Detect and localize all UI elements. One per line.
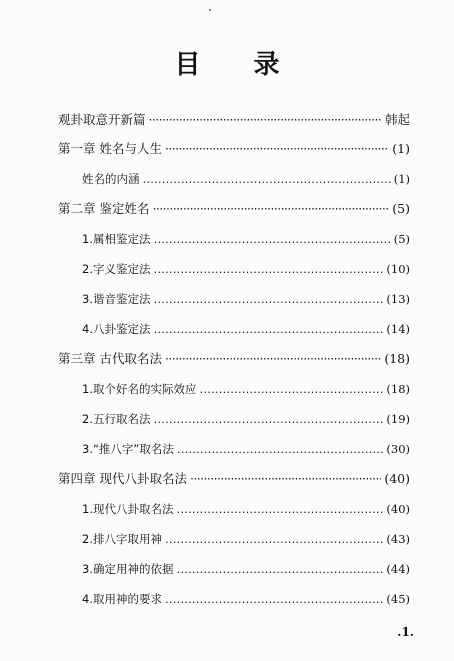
toc-section-entry[interactable] xyxy=(58,524,410,554)
toc-entry-page-number: (30) xyxy=(386,442,410,456)
toc-entry-page-number: (18) xyxy=(386,382,410,396)
dot-leader xyxy=(153,224,390,254)
toc-entry-page-number: (44) xyxy=(386,562,410,576)
dot-leader xyxy=(165,584,383,614)
dot-leader xyxy=(176,494,383,524)
dot-leader xyxy=(176,554,383,584)
toc-entry-author: 韩起 xyxy=(384,112,410,127)
toc-entry-label: 1.取个好名的实际效应 xyxy=(82,382,197,396)
toc-entry-label: 4.取用神的要求 xyxy=(82,592,162,606)
toc-chapter-entry[interactable] xyxy=(58,344,410,374)
toc-entry-page-number: (5) xyxy=(393,232,410,246)
toc-entry-label: 第二章 鉴定姓名 xyxy=(58,201,150,216)
toc-chapter-entry[interactable] xyxy=(58,134,410,164)
toc-entries xyxy=(58,134,410,614)
toc-entry-page-number: (40) xyxy=(386,502,410,516)
toc-section-entry[interactable] xyxy=(58,584,410,614)
page-number: .1. xyxy=(397,625,414,639)
dot-leader xyxy=(153,404,383,434)
toc-entry-label: 第三章 古代取名法 xyxy=(58,351,162,366)
page-title: 目 录 xyxy=(174,50,302,80)
dot-leader xyxy=(153,284,383,314)
toc-entry-label: 观卦取意开新篇 xyxy=(58,112,146,127)
toc-entry-page-number: (43) xyxy=(386,532,410,546)
scan-speck xyxy=(209,9,211,11)
toc-entry-page-number: (14) xyxy=(386,322,410,336)
toc-chapter-entry[interactable] xyxy=(58,194,410,224)
toc-entry-label: 2.字义鉴定法 xyxy=(82,262,151,276)
toc-entry-label: 3.谐音鉴定法 xyxy=(82,292,151,306)
toc-section-entry[interactable] xyxy=(58,554,410,584)
toc-entry-label: 1.属相鉴定法 xyxy=(82,232,151,246)
toc-entry-label: 第一章 姓名与人生 xyxy=(58,141,162,156)
toc-entry-page-number: (1) xyxy=(392,141,410,156)
dot-leader xyxy=(143,164,391,194)
toc-entry-label: 2.排八字取用神 xyxy=(82,532,162,546)
toc-entry-label: 4.八卦鉴定法 xyxy=(82,322,151,336)
dot-leader xyxy=(149,106,382,134)
toc-section-entry[interactable] xyxy=(58,374,410,404)
toc-entry-label: 3.“推八字”取名法 xyxy=(82,442,174,456)
table-of-contents xyxy=(58,106,410,614)
toc-entry-page-number: (10) xyxy=(386,262,410,276)
toc-entry-intro[interactable] xyxy=(58,106,410,134)
toc-section-entry[interactable] xyxy=(58,224,410,254)
toc-section-entry[interactable] xyxy=(58,314,410,344)
toc-entry-label: 3.确定用神的依据 xyxy=(82,562,174,576)
toc-section-entry[interactable] xyxy=(58,494,410,524)
dot-leader xyxy=(165,524,383,554)
toc-entry-label: 姓名的内涵 xyxy=(82,172,140,186)
dot-leader xyxy=(199,374,383,404)
toc-entry-label: 2.五行取名法 xyxy=(82,412,151,426)
dot-leader xyxy=(153,254,383,284)
toc-section-entry[interactable] xyxy=(58,434,410,464)
dot-leader xyxy=(152,194,389,224)
toc-entry-label: 1.现代八卦取名法 xyxy=(82,502,174,516)
toc-chapter-entry[interactable] xyxy=(58,464,410,494)
toc-section-entry[interactable] xyxy=(58,164,410,194)
toc-entry-page-number: (13) xyxy=(386,292,410,306)
toc-entry-label: 第四章 现代八卦取名法 xyxy=(58,471,187,486)
dot-leader xyxy=(177,434,384,464)
dot-leader xyxy=(165,344,381,374)
toc-entry-page-number: (18) xyxy=(384,351,410,366)
dot-leader xyxy=(190,464,381,494)
toc-section-entry[interactable] xyxy=(58,254,410,284)
toc-entry-page-number: (1) xyxy=(393,172,410,186)
toc-section-entry[interactable] xyxy=(58,284,410,314)
dot-leader xyxy=(165,134,389,164)
toc-entry-page-number: (5) xyxy=(392,201,410,216)
dot-leader xyxy=(153,314,383,344)
toc-entry-page-number: (40) xyxy=(384,471,410,486)
toc-entry-page-number: (19) xyxy=(386,412,410,426)
toc-entry-page-number: (45) xyxy=(386,592,410,606)
toc-section-entry[interactable] xyxy=(58,404,410,434)
